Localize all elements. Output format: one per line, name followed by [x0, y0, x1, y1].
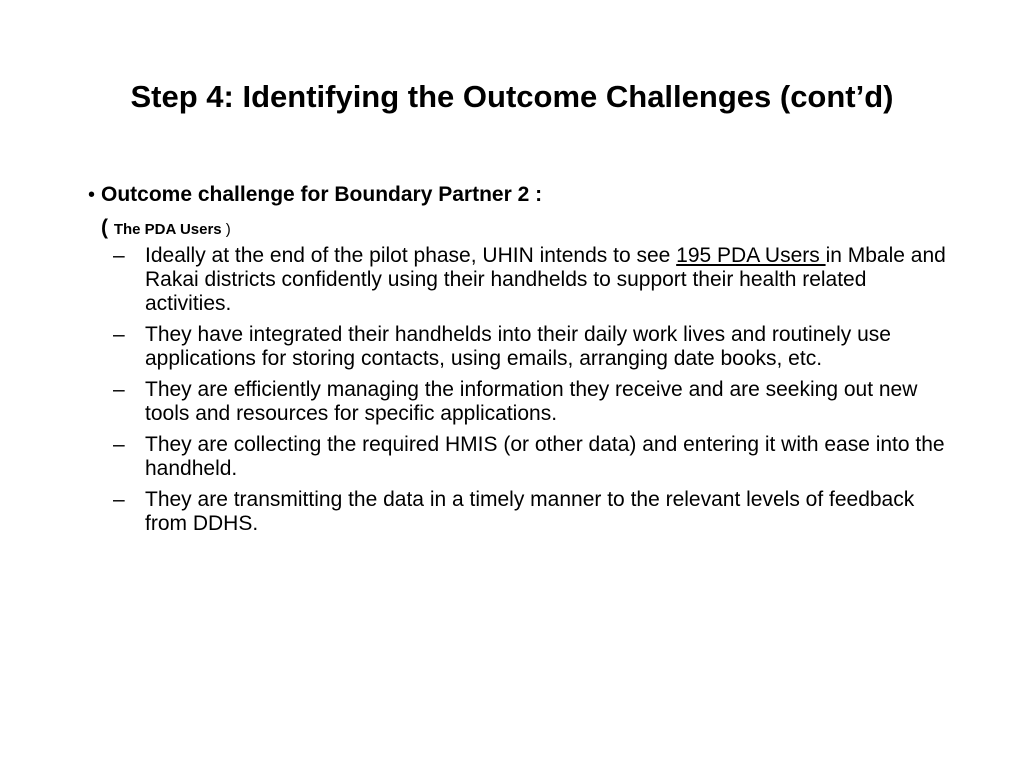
list-item-text: They are collecting the required HMIS (or other data) and entering it with ease into the handheld.: [145, 433, 945, 480]
boundary-partner-label: [101, 214, 231, 243]
dash-icon: –: [113, 433, 125, 456]
outcome-challenge-list: [113, 244, 953, 543]
boundary-partner-name: The PDA Users: [113, 221, 222, 238]
dash-icon: –: [113, 323, 125, 346]
list-item-text: They are transmitting the data in a timely manner to the relevant levels of feedback from DDHS.: [145, 488, 915, 535]
dash-icon: –: [113, 244, 125, 267]
list-item-text-before: Ideally at the end of the pilot phase, UHIN intends to see: [145, 244, 677, 267]
outcome-challenge-heading: Outcome challenge for Boundary Partner 2 :: [101, 183, 543, 206]
dash-icon: –: [113, 488, 125, 511]
list-item: [113, 488, 953, 536]
list-item: [113, 323, 953, 371]
list-item-text-after: in Mbale and Rakai districts confidently using their handhelds to support their health related activities.: [145, 244, 946, 315]
partner-paren-open: (: [101, 216, 114, 239]
list-item-text: They have integrated their handhelds into their daily work lives and routinely use applications for storing contacts, using emails, arranging date books, etc.: [145, 323, 891, 370]
list-item: [113, 433, 953, 481]
list-item-highlight: 195 PDA Users: [676, 244, 826, 267]
bullet-icon: •: [88, 184, 96, 206]
list-item: [113, 378, 953, 426]
dash-icon: –: [113, 378, 125, 401]
partner-paren-close: ): [221, 221, 231, 238]
list-item-text: They are efficiently managing the information they receive and are seeking out new tools and resources for specific applications.: [145, 378, 918, 425]
slide-title: Step 4: Identifying the Outcome Challenges (cont’d): [130, 79, 894, 114]
list-item: [113, 244, 953, 316]
